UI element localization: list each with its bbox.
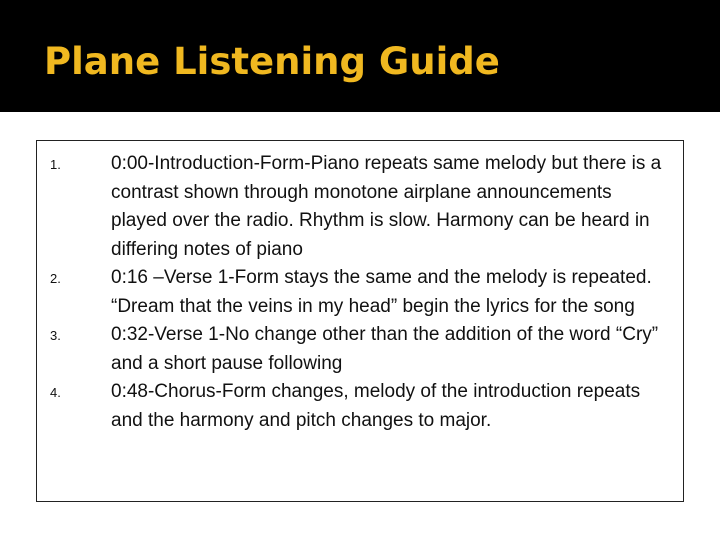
- slide-title: Plane Listening Guide: [44, 40, 500, 83]
- list-item-number: 3.: [50, 328, 61, 343]
- content-box: [36, 140, 684, 502]
- listening-guide-list: [37, 150, 683, 435]
- list-item-number: 2.: [50, 271, 61, 286]
- list-item-text: 0:00-Introduction-Form-Piano repeats same melody but there is a contrast shown through monotone airplane announcements played over the radio. Rhythm is slow. Harmony can be heard in differing notes of piano: [111, 153, 662, 260]
- list-item: [37, 264, 683, 321]
- list-item-number: 4.: [50, 385, 61, 400]
- list-item-text: 0:48-Chorus-Form changes, melody of the introduction repeats and the harmony and pitch changes to major.: [111, 381, 641, 431]
- list-item: [37, 150, 683, 264]
- title-bar: [0, 0, 720, 112]
- list-item-number: 1.: [50, 157, 61, 172]
- list-item: [37, 321, 683, 378]
- list-item-text: 0:32-Verse 1-No change other than the addition of the word “Cry” and a short pause following: [111, 324, 659, 374]
- list-item: [37, 378, 683, 435]
- list-item-text: 0:16 –Verse 1-Form stays the same and the melody is repeated. “Dream that the veins in my head” begin the lyrics for the song: [111, 267, 652, 317]
